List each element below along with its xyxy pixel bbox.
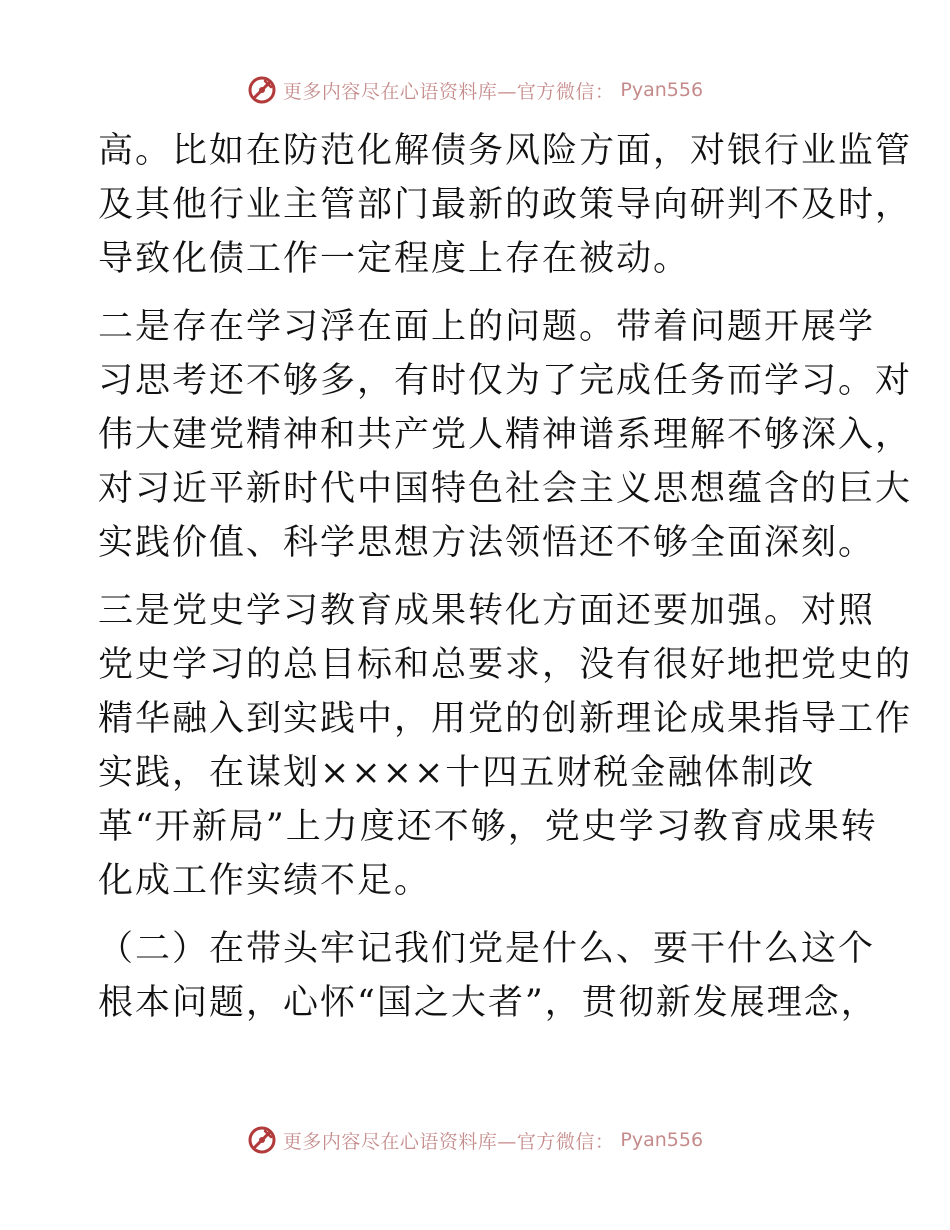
text-line: 伟大建党精神和共产党人精神谱系理解不够深入， [98, 415, 913, 455]
footer-watermark [0, 1120, 950, 1160]
text-line: 精华融入到实践中，用党的创新理论成果指导工作 [98, 699, 913, 739]
text-line: 根本问题，心怀“国之大者”，贯彻新发展理念， [98, 983, 878, 1023]
watermark-wechat-id: Pyan556 [620, 79, 704, 101]
text-line: 习思考还不够多，有时仅为了完成任务而学习。对 [98, 361, 913, 401]
watermark-group [247, 75, 703, 105]
paragraph [98, 922, 878, 1030]
text-line: 化成工作实绩不足。 [98, 861, 432, 901]
text-line: 二是存在学习浮在面上的问题。带着问题开展学 [98, 307, 876, 347]
pen-logo-icon [247, 1125, 277, 1155]
text-line: 三是党史学习教育成果转化方面还要加强。对照 [98, 591, 876, 631]
paragraph [98, 124, 913, 286]
header-watermark [0, 70, 950, 110]
text-line: 导致化债工作一定程度上存在被动。 [98, 239, 691, 279]
paragraph [98, 300, 913, 570]
text-line: 对习近平新时代中国特色社会主义思想蕴含的巨大 [98, 469, 913, 509]
text-line: 及其他行业主管部门最新的政策导向研判不及时， [98, 185, 913, 225]
pen-logo-icon [247, 75, 277, 105]
text-line: 实践价值、科学思想方法领悟还不够全面深刻。 [98, 523, 876, 563]
text-line: （二）在带头牢记我们党是什么、要干什么这个 [98, 929, 876, 969]
watermark-group [247, 1125, 703, 1155]
paragraph [98, 584, 913, 908]
watermark-site-text: 更多内容尽在心语资料库—官方微信： [282, 1130, 615, 1153]
text-line: 实践，在谋划××××十四五财税金融体制改 [98, 753, 816, 793]
document-body [98, 124, 913, 1030]
text-line: 高。比如在防范化解债务风险方面，对银行业监管 [98, 131, 913, 171]
watermark-wechat-id: Pyan556 [620, 1129, 704, 1151]
watermark-site-text: 更多内容尽在心语资料库—官方微信： [282, 80, 615, 103]
text-line: 党史学习的总目标和总要求，没有很好地把党史的 [98, 645, 913, 685]
text-line: 革“开新局”上力度还不够，党史学习教育成果转 [98, 807, 878, 847]
